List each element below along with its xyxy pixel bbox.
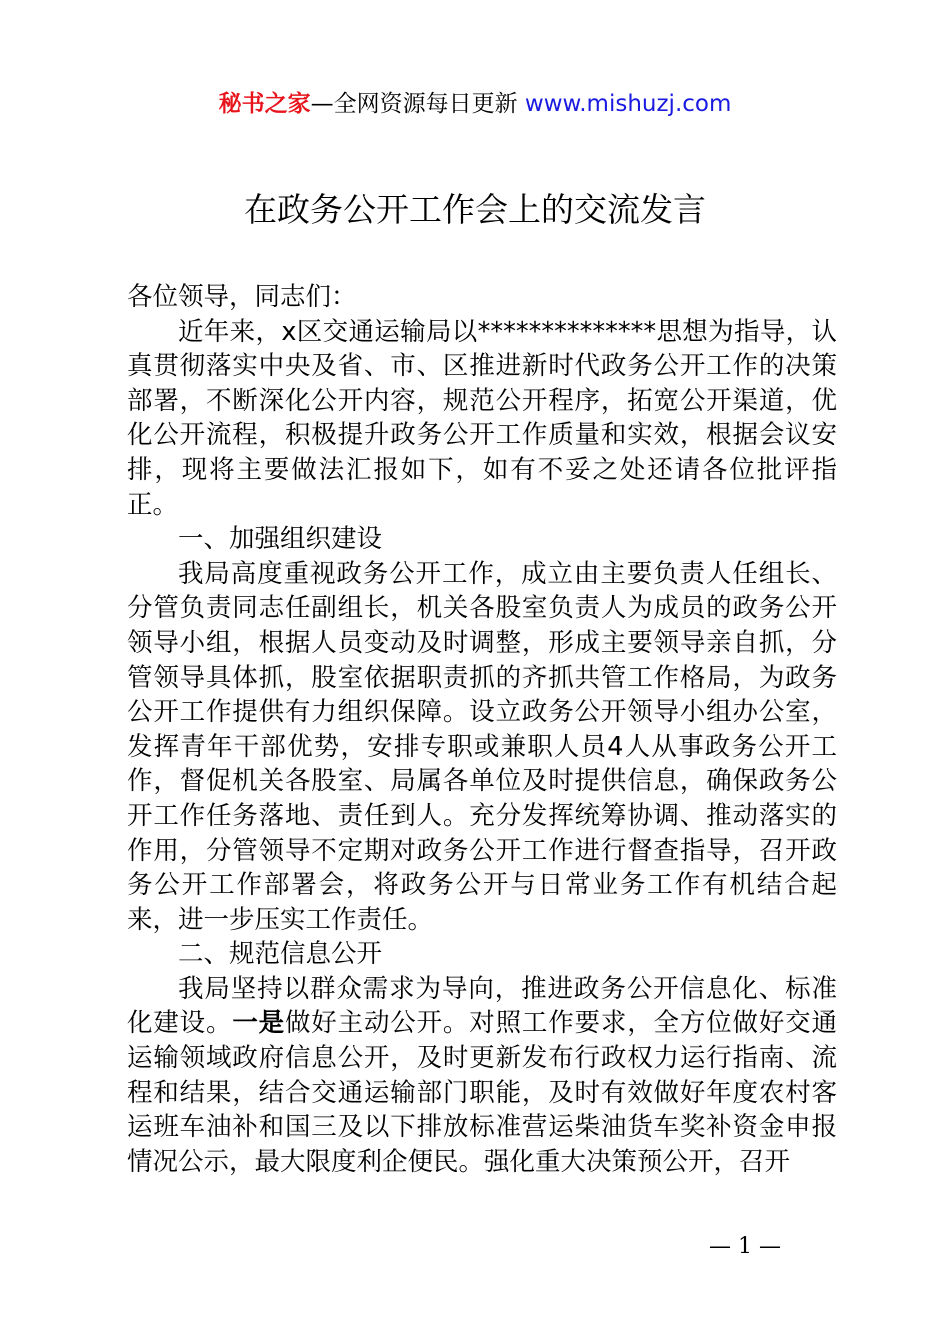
site-banner [0,88,950,120]
disclosure-text-start: 我局坚持以群众需求为导向，推进政务公开信息化、标准化建设。 [127,973,837,1039]
salutation: 各位领导，同志们： [127,282,357,312]
section-paragraph-organization: 我局高度重视政务公开工作，成立由主要负责人任组长、分管负责同志任副组长，机关各股室负责人为成员的政务公开领导小组，根据人员变动及时调整，形成主要领导亲自抓，分管领导具体抓，股室依据职责抓的齐抓共管工作格局，为政务公开工作提供有力组织保障。设立政务公开领导小组办公室，发挥青年干部优势，安排专职或兼职人员4人从事政务公开工作，督促机关各股室、局属各单位及时提供信息，确保政务公开工作任务落地、责任到人。充分发挥统筹协调、推动落实的作用，分管领导不定期对政务公开工作进行督查指导，召开政务公开工作部署会，将政务公开与日常业务工作有机结合起来，进一步压实工作责任。 [127,558,837,935]
intro-paragraph: 近年来，x区交通运输局以**************思想为指导，认真贯彻落实中央及省、市、区推进新时代政务公开工作的决策部署，不断深化公开内容，规范公开程序，拓宽公开渠道，优化公开流程，积极提升政务公开工作质量和实效，根据会议安排，现将主要做法汇报如下，如有不妥之处还请各位批评指正。 [127,316,837,520]
document-body [127,280,837,1179]
disclosure-lead-marker: 一是 [232,1008,285,1039]
section-heading-organization: 一、加强组织建设 [178,524,383,555]
banner-url-link[interactable]: www.mishuzj.com [524,91,732,117]
page-number: — 1 — [709,1234,781,1259]
banner-brand: 秘书之家 [218,91,311,117]
disclosure-text-rest: 做好主动公开。对照工作要求，全方位做好交通运输领域政府信息公开，及时更新发布行政权力运行指南、流程和结果，结合交通运输部门职能，及时有效做好年度农村客运班车油补和国三及以下排放标准营运柴油货车奖补资金申报情况公示，最大限度利企便民。强化重大决策预公开，召开 [127,1008,837,1177]
section-paragraph-disclosure [127,972,837,1180]
document-title: 在政务公开工作会上的交流发言 [244,190,706,229]
section-heading-disclosure: 二、规范信息公开 [178,939,383,970]
banner-tagline: —全网资源每日更新 [310,91,518,117]
